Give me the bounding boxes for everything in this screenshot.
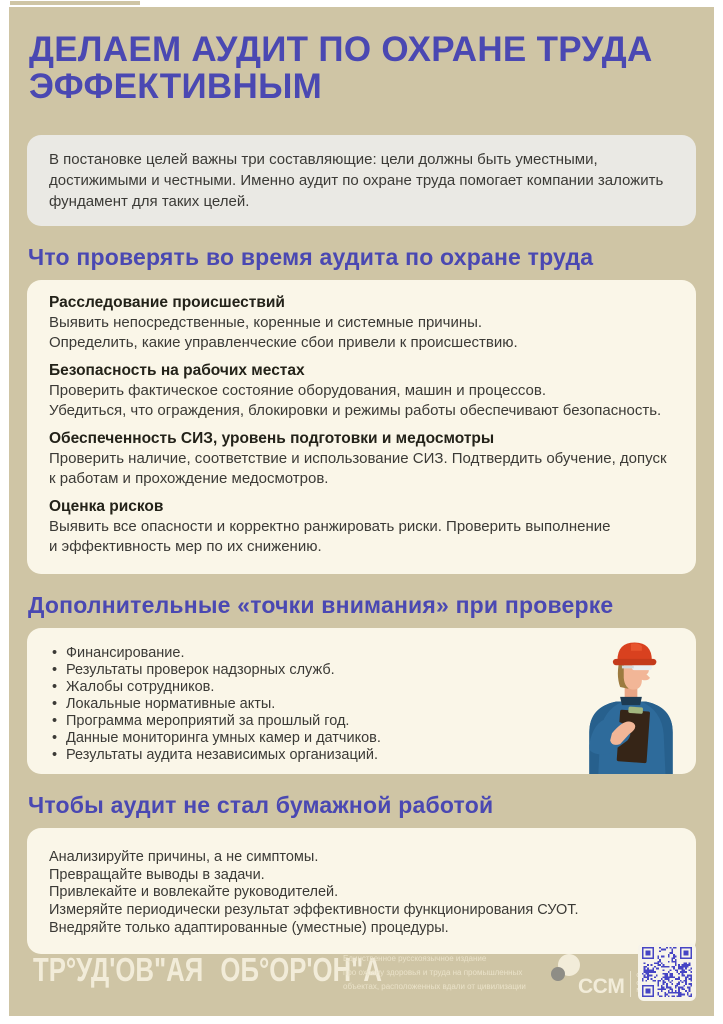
check-group-workplaces <box>49 361 674 421</box>
tagline-line: Единственное русскоязычное издание <box>343 954 487 963</box>
group-line: к работам и прохождение медосмотров. <box>49 470 329 488</box>
group-line: Проверить наличие, соответствие и использование СИЗ. Подтвердить обучение, допуск <box>49 450 667 468</box>
extra-bullet-list <box>49 645 674 763</box>
list-item: • Результаты аудита независимых организаций. <box>49 747 674 764</box>
list-item: • Результаты проверок надзорных служб. <box>49 662 674 679</box>
group-line: и эффективность мер по их снижению. <box>49 538 322 556</box>
group-line: Выявить непосредственные, коренные и системные причины. <box>49 314 483 332</box>
ccm-abbr: CCM <box>578 975 625 998</box>
poster-canvas <box>9 7 714 1016</box>
group-title: Безопасность на рабочих местах <box>49 362 305 380</box>
paper-line: Измеряйте периодически результат эффективности функционирования СУОТ. <box>49 901 579 918</box>
paper-line: Превращайте выводы в задачи. <box>49 866 265 883</box>
page-title: ДЕЛАЕМ АУДИТ ПО ОХРАНЕ ТРУДА ЭФФЕКТИВНЫМ <box>29 30 653 107</box>
brand-word: ТР°УД'ОВ"АЯ <box>33 951 204 988</box>
paper-line: Внедряйте только адаптированные (уместные) процедуры. <box>49 919 449 936</box>
section-heading-paperwork: Чтобы аудит не стал бумажной работой <box>28 792 494 819</box>
qr-code <box>638 943 696 1001</box>
footer <box>27 943 696 1007</box>
intro-box <box>27 135 696 226</box>
group-title: Расследование происшествий <box>49 294 285 312</box>
group-title: Оценка рисков <box>49 498 164 516</box>
tagline-line: объектах, расположенных вдали от цивилизации <box>343 981 526 991</box>
tagline-line: про охрану здоровья и труда на промышленных <box>343 967 523 977</box>
check-box <box>27 280 696 574</box>
list-item: • Данные мониторинга умных камер и датчиков. <box>49 730 674 747</box>
list-item: • Финансирование. <box>49 645 674 662</box>
section-heading-extra: Дополнительные «точки внимания» при проверке <box>28 592 614 619</box>
group-title: Обеспеченность СИЗ, уровень подготовки и медосмотры <box>49 430 495 448</box>
safety-inspector-illustration <box>582 638 680 774</box>
group-line: Выявить все опасности и корректно ранжировать риски. Проверить выполнение <box>49 518 611 536</box>
section-heading-check: Что проверять во время аудита по охране труда <box>28 244 594 271</box>
extra-box <box>27 628 696 774</box>
ccm-logo-mark <box>551 951 577 997</box>
list-item: • Локальные нормативные акты. <box>49 696 674 713</box>
group-line: Определить, какие управленческие сбои привели к происшествию. <box>49 334 518 352</box>
paper-line: Анализируйте причины, а не симптомы. <box>49 849 319 866</box>
footer-tagline <box>343 952 526 993</box>
check-group-incidents <box>49 293 674 353</box>
brand-logo-text <box>33 951 382 989</box>
list-item: • Программа мероприятий за прошлый год. <box>49 713 674 730</box>
brand-word: ОБ°ОР'ОН"А <box>220 951 382 988</box>
group-line: Убедиться, что ограждения, блокировки и режимы работы обеспечивают безопасность. <box>49 402 662 420</box>
list-item: • Жалобы сотрудников. <box>49 679 674 696</box>
ccm-divider <box>630 971 631 997</box>
check-group-ppe <box>49 429 674 489</box>
group-line: Проверить фактическое состояние оборудования, машин и процессов. <box>49 382 547 400</box>
intro-text: В постановке целей важны три составляющие: цели должны быть уместными, достижимыми и честными. Именно аудит по охране труда помогает компании заложить фундамент для таких целей. <box>49 151 664 211</box>
top-edge-sliver <box>10 1 140 5</box>
check-group-risks <box>49 497 674 557</box>
paperwork-box <box>27 828 696 954</box>
paper-line: Привлекайте и вовлекайте руководителей. <box>49 884 339 901</box>
